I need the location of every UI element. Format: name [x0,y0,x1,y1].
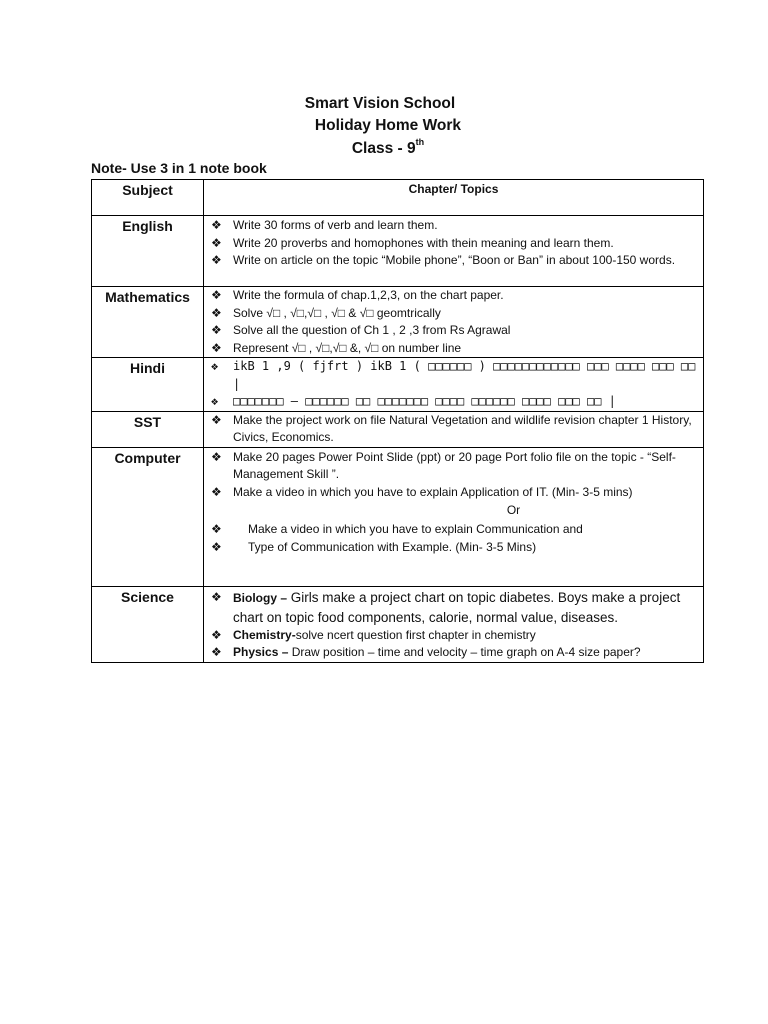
table-row-sst [92,411,704,447]
diamond-bullet-icon: ❖ [211,218,222,232]
list-item: ❖ Represent √□ , √□,√□ &, √□ on number line [211,340,697,358]
topics-english [204,216,704,287]
list-item: ❖ Chemistry-solve ncert question first chapter in chemistry [211,627,697,645]
note-line: Note- Use 3 in 1 note book [91,160,267,176]
list-item: ❖ Make the project work on file Natural Vegetation and wildlife revision chapter 1 History, Civics, Economics. [211,412,692,444]
diamond-bullet-icon: ❖ [211,412,222,427]
topics-science [204,586,704,662]
list-item: ❖ Make a video in which you have to explain Application of IT. (Min- 3-5 mins) [211,484,697,502]
school-name: Smart Vision School [304,95,456,112]
list-item: ❖ Write the formula of chap.1,2,3, on the chart paper. [211,287,697,305]
table-header-row [92,180,704,216]
table-row-science [92,586,704,662]
topics-hindi [204,358,704,412]
diamond-bullet-icon: ❖ [211,235,222,250]
list-item: ❖ Physics – Draw position – time and velocity – time graph on A-4 size paper? [211,644,697,662]
diamond-bullet-icon: ❖ [211,484,222,499]
diamond-bullet-icon: ❖ [211,449,222,464]
header-subject: Subject [92,180,204,216]
topics-computer [204,447,704,586]
list-item: ❖ Make 20 pages Power Point Slide (ppt) or 20 page Port folio file on the topic - “Self-Management Skill ”. [211,449,676,481]
list-item: ❖ Write 20 proverbs and homophones with thein meaning and learn them. [211,235,697,253]
subject-english: English [92,216,204,287]
diamond-bullet-icon: ❖ [211,359,219,373]
diamond-bullet-icon: ❖ [211,394,219,408]
homework-table [91,179,704,663]
list-item: ❖ Write 30 forms of verb and learn them. [211,217,697,235]
table-row-mathematics [92,287,704,358]
list-item: ❖ ikB 1 ,9 ( fjfrt ) ikB 1 ( □□□□□□ ) □□□□□□□□□□□□ □□□ □□□□ □□□ □□ | [211,359,696,391]
class-prefix: Class - 9 [351,140,416,158]
subject-science: Science [92,586,204,662]
list-item: ❖ □□□□□□□ – □□□□□□ □□ □□□□□□□ □□□□ □□□□□□ □□□□ □□□ □□ | [211,393,697,411]
list-item: ❖ Solve √□ , √□,√□ , √□ & √□ geomtrically [211,305,697,323]
subject-hindi: Hindi [92,358,204,412]
table-row-computer [92,447,704,586]
diamond-bullet-icon: ❖ [211,627,222,642]
list-item: ❖ Solve all the question of Ch 1 , 2 ,3 from Rs Agrawal [211,322,697,340]
physics-label: Physics – [233,645,289,659]
document-title: Holiday Home Work [314,117,462,134]
list-item: ❖ Write on article on the topic “Mobile phone”, “Boon or Ban” in about 100-150 words. [211,252,697,270]
diamond-bullet-icon: ❖ [211,340,222,355]
topics-sst [204,411,704,447]
class-superscript: th [415,137,425,147]
diamond-bullet-icon: ❖ [211,589,222,604]
diamond-bullet-icon: ❖ [211,323,222,337]
list-item: ❖ Type of Communication with Example. (Min- 3-5 Mins) [211,539,697,557]
diamond-bullet-icon: ❖ [211,522,222,536]
topics-mathematics [204,287,704,358]
header-topics: Chapter/ Topics [204,180,704,216]
table-row-hindi [92,358,704,412]
diamond-bullet-icon: ❖ [211,253,222,267]
diamond-bullet-icon: ❖ [211,539,222,554]
biology-label: Biology – [233,590,288,605]
diamond-bullet-icon: ❖ [211,305,222,320]
list-item: ❖ Make a video in which you have to explain Communication and [211,521,697,539]
subject-mathematics: Mathematics [92,287,204,358]
subject-computer: Computer [92,447,204,586]
or-separator: Or [506,503,521,517]
subject-sst: SST [92,411,204,447]
diamond-bullet-icon: ❖ [211,645,222,659]
chemistry-label: Chemistry- [233,627,296,642]
diamond-bullet-icon: ❖ [211,288,222,302]
list-item: ❖ Biology – Girls make a project chart on topic diabetes. Boys make a project chart on topic food components, calorie, normal value, diseases. [211,589,681,625]
table-row-english [92,216,704,287]
class-label [4,139,768,158]
